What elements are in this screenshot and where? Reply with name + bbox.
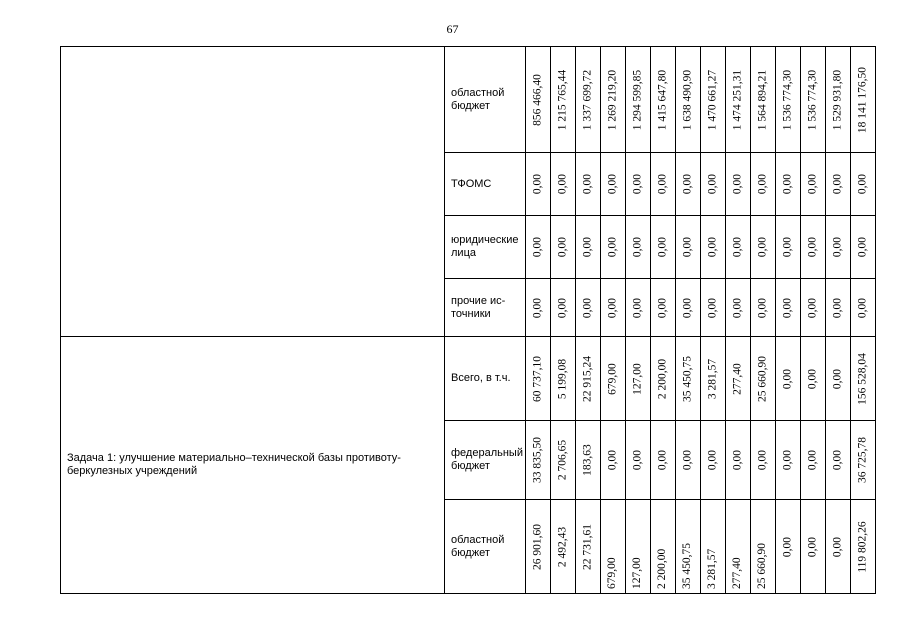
value-cell bbox=[576, 216, 601, 279]
value-cell bbox=[551, 47, 576, 153]
value-text: 0,00 bbox=[781, 368, 794, 389]
value-text: 1 337 699,72 bbox=[581, 69, 594, 130]
value-text: 0,00 bbox=[831, 449, 844, 471]
value-text: 1 529 931,80 bbox=[831, 69, 844, 130]
value-text: 0,00 bbox=[631, 173, 644, 195]
value-text: 0,00 bbox=[806, 297, 819, 318]
value-text: 25 660,90 bbox=[756, 355, 769, 402]
value-cell bbox=[851, 337, 876, 421]
value-text: 1 536 774,30 bbox=[781, 69, 794, 130]
value-text: 5 199,08 bbox=[556, 358, 569, 399]
value-text: 1 470 661,27 bbox=[706, 69, 719, 130]
value-cell bbox=[651, 337, 676, 421]
value-text: 0,00 bbox=[756, 236, 769, 258]
value-cell bbox=[551, 279, 576, 337]
value-cell bbox=[851, 216, 876, 279]
value-text: 0,00 bbox=[631, 449, 644, 471]
value-text: 0,00 bbox=[556, 297, 569, 318]
value-text: 0,00 bbox=[681, 297, 694, 318]
value-cell bbox=[776, 337, 801, 421]
value-cell bbox=[826, 47, 851, 153]
value-text: 2 200,00 bbox=[656, 358, 669, 399]
funding-source: прочие ис-точники bbox=[445, 279, 526, 337]
value-cell bbox=[626, 47, 651, 153]
value-text: 0,00 bbox=[581, 236, 594, 258]
value-text: 277,40 bbox=[731, 362, 744, 395]
value-cell bbox=[776, 47, 801, 153]
value-text: 0,00 bbox=[806, 236, 819, 258]
value-text: 1 638 490,90 bbox=[681, 69, 694, 130]
value-text: 26 901,60 bbox=[531, 523, 544, 570]
value-cell bbox=[776, 153, 801, 216]
task-description: Задача 1: улучшение материально–технической базы противоту-беркулезных учреждений bbox=[61, 337, 445, 594]
value-text: 0,00 bbox=[631, 236, 644, 258]
value-text: 0,00 bbox=[856, 173, 869, 195]
value-cell bbox=[701, 47, 726, 153]
value-cell bbox=[601, 421, 626, 500]
value-cell bbox=[826, 500, 851, 594]
value-cell bbox=[826, 216, 851, 279]
value-text: 856 466,40 bbox=[531, 73, 544, 126]
value-text: 1 215 765,44 bbox=[556, 69, 569, 130]
value-text: 0,00 bbox=[856, 236, 869, 258]
value-cell bbox=[576, 153, 601, 216]
value-cell bbox=[526, 153, 551, 216]
value-text: 156 528,04 bbox=[856, 352, 869, 405]
value-cell bbox=[776, 279, 801, 337]
value-text: 35 450,75 bbox=[681, 543, 693, 589]
value-text: 119 802,26 bbox=[856, 520, 869, 573]
value-text: 679,00 bbox=[606, 362, 619, 395]
value-text: 0,00 bbox=[731, 236, 744, 258]
value-text: 0,00 bbox=[606, 236, 619, 258]
value-text: 127,00 bbox=[631, 557, 643, 589]
value-cell bbox=[676, 421, 701, 500]
value-text: 0,00 bbox=[806, 449, 819, 471]
value-cell bbox=[676, 500, 701, 594]
value-text: 0,00 bbox=[781, 173, 794, 195]
value-cell bbox=[801, 47, 826, 153]
value-cell bbox=[826, 279, 851, 337]
value-text: 0,00 bbox=[781, 297, 794, 318]
value-cell bbox=[751, 421, 776, 500]
value-text: 0,00 bbox=[831, 297, 844, 318]
value-cell bbox=[701, 279, 726, 337]
value-text: 0,00 bbox=[531, 297, 544, 318]
value-cell bbox=[676, 47, 701, 153]
value-cell bbox=[551, 216, 576, 279]
value-cell bbox=[801, 279, 826, 337]
value-cell bbox=[726, 337, 751, 421]
value-cell bbox=[676, 216, 701, 279]
value-cell bbox=[826, 337, 851, 421]
value-text: 0,00 bbox=[831, 536, 844, 557]
value-text: 0,00 bbox=[681, 236, 694, 258]
value-text: 0,00 bbox=[656, 236, 669, 258]
value-cell bbox=[751, 279, 776, 337]
value-cell bbox=[626, 216, 651, 279]
value-cell bbox=[551, 153, 576, 216]
value-text: 0,00 bbox=[731, 173, 744, 195]
value-cell bbox=[726, 279, 751, 337]
value-cell bbox=[801, 153, 826, 216]
value-cell bbox=[601, 216, 626, 279]
value-text: 0,00 bbox=[756, 449, 769, 471]
value-cell bbox=[801, 337, 826, 421]
value-cell bbox=[601, 279, 626, 337]
task-description bbox=[61, 47, 445, 337]
value-text: 0,00 bbox=[831, 173, 844, 195]
value-cell bbox=[701, 216, 726, 279]
value-cell bbox=[526, 47, 551, 153]
value-cell bbox=[601, 337, 626, 421]
value-cell bbox=[801, 500, 826, 594]
value-text: 679,00 bbox=[606, 557, 618, 589]
funding-source: областной бюджет bbox=[445, 47, 526, 153]
funding-source: Всего, в т.ч. bbox=[445, 337, 526, 421]
value-text: 3 281,57 bbox=[706, 548, 718, 589]
value-text: 0,00 bbox=[656, 173, 669, 195]
value-text: 0,00 bbox=[856, 297, 869, 318]
value-text: 0,00 bbox=[806, 368, 819, 389]
value-cell bbox=[576, 500, 601, 594]
value-text: 0,00 bbox=[756, 173, 769, 195]
value-text: 0,00 bbox=[581, 297, 594, 318]
value-cell bbox=[651, 421, 676, 500]
funding-source: ТФОМС bbox=[445, 153, 526, 216]
value-cell bbox=[626, 500, 651, 594]
value-text: 2 200,00 bbox=[656, 548, 668, 589]
value-cell bbox=[651, 216, 676, 279]
value-cell bbox=[701, 153, 726, 216]
value-text: 2 706,65 bbox=[556, 439, 569, 481]
value-cell bbox=[701, 421, 726, 500]
value-text: 0,00 bbox=[606, 173, 619, 195]
value-cell bbox=[726, 421, 751, 500]
value-text: 0,00 bbox=[606, 297, 619, 318]
value-cell bbox=[651, 153, 676, 216]
value-cell bbox=[776, 421, 801, 500]
value-cell bbox=[526, 337, 551, 421]
value-cell bbox=[701, 500, 726, 594]
funding-source: областной бюджет bbox=[445, 500, 526, 594]
value-cell bbox=[576, 47, 601, 153]
value-text: 25 660,90 bbox=[756, 543, 768, 589]
value-cell bbox=[526, 279, 551, 337]
value-cell bbox=[826, 153, 851, 216]
value-text: 1 536 774,30 bbox=[806, 69, 819, 130]
value-text: 0,00 bbox=[831, 236, 844, 258]
funding-source: юридические лица bbox=[445, 216, 526, 279]
value-text: 0,00 bbox=[831, 368, 844, 389]
value-text: 0,00 bbox=[731, 449, 744, 471]
value-cell bbox=[801, 216, 826, 279]
value-cell bbox=[551, 337, 576, 421]
value-text: 0,00 bbox=[781, 536, 794, 557]
value-text: 0,00 bbox=[756, 297, 769, 318]
value-cell bbox=[551, 500, 576, 594]
value-text: 0,00 bbox=[706, 297, 719, 318]
value-text: 0,00 bbox=[656, 297, 669, 318]
value-text: 3 281,57 bbox=[706, 358, 719, 399]
value-text: 1 415 647,80 bbox=[656, 69, 669, 130]
value-cell bbox=[851, 279, 876, 337]
value-text: 0,00 bbox=[531, 236, 544, 258]
value-cell bbox=[676, 153, 701, 216]
value-text: 18 141 176,50 bbox=[856, 66, 869, 133]
value-text: 0,00 bbox=[781, 236, 794, 258]
value-text: 0,00 bbox=[581, 173, 594, 195]
value-text: 35 450,75 bbox=[681, 355, 694, 402]
value-cell bbox=[626, 421, 651, 500]
value-cell bbox=[801, 421, 826, 500]
value-text: 22 915,24 bbox=[581, 355, 594, 402]
value-text: 1 474 251,31 bbox=[731, 69, 744, 130]
value-text: 0,00 bbox=[681, 449, 694, 471]
value-text: 0,00 bbox=[656, 449, 669, 471]
funding-source: федеральный бюджет bbox=[445, 421, 526, 500]
value-cell bbox=[601, 500, 626, 594]
budget-table bbox=[60, 46, 876, 594]
value-text: 0,00 bbox=[706, 449, 719, 471]
value-cell bbox=[651, 47, 676, 153]
value-cell bbox=[526, 216, 551, 279]
value-cell bbox=[651, 500, 676, 594]
value-cell bbox=[826, 421, 851, 500]
value-cell bbox=[551, 421, 576, 500]
value-text: 0,00 bbox=[731, 297, 744, 318]
value-text: 0,00 bbox=[631, 297, 644, 318]
value-text: 183,63 bbox=[581, 444, 594, 476]
value-cell bbox=[701, 337, 726, 421]
value-text: 0,00 bbox=[706, 173, 719, 195]
value-cell bbox=[726, 500, 751, 594]
value-text: 1 294 599,85 bbox=[631, 69, 644, 130]
page-number: 67 bbox=[446, 22, 459, 36]
value-text: 1 269 219,20 bbox=[606, 69, 619, 130]
value-text: 0,00 bbox=[556, 173, 569, 195]
value-text: 127,00 bbox=[631, 362, 644, 395]
value-text: 0,00 bbox=[606, 449, 619, 471]
value-text: 0,00 bbox=[781, 449, 794, 471]
value-text: 0,00 bbox=[806, 536, 819, 557]
value-cell bbox=[576, 421, 601, 500]
value-cell bbox=[726, 153, 751, 216]
value-text: 277,40 bbox=[731, 557, 743, 589]
value-text: 33 835,50 bbox=[531, 437, 544, 483]
value-cell bbox=[576, 279, 601, 337]
value-cell bbox=[851, 47, 876, 153]
value-cell bbox=[526, 500, 551, 594]
value-cell bbox=[576, 337, 601, 421]
value-cell bbox=[526, 421, 551, 500]
value-cell bbox=[851, 500, 876, 594]
value-text: 2 492,43 bbox=[556, 526, 569, 567]
value-cell bbox=[601, 47, 626, 153]
value-text: 0,00 bbox=[806, 173, 819, 195]
value-cell bbox=[851, 421, 876, 500]
value-text: 60 737,10 bbox=[531, 355, 544, 402]
value-text: 0,00 bbox=[556, 236, 569, 258]
value-cell bbox=[626, 279, 651, 337]
table-row bbox=[61, 337, 876, 421]
value-cell bbox=[676, 337, 701, 421]
value-text: 0,00 bbox=[531, 173, 544, 195]
value-text: 0,00 bbox=[706, 236, 719, 258]
value-cell bbox=[776, 500, 801, 594]
value-cell bbox=[626, 337, 651, 421]
value-text: 36 725,78 bbox=[856, 437, 869, 483]
value-text: 0,00 bbox=[681, 173, 694, 195]
value-cell bbox=[751, 153, 776, 216]
value-cell bbox=[851, 153, 876, 216]
value-text: 22 731,61 bbox=[581, 523, 594, 570]
value-cell bbox=[751, 500, 776, 594]
value-cell bbox=[726, 47, 751, 153]
value-text: 1 564 894,21 bbox=[756, 69, 769, 130]
value-cell bbox=[601, 153, 626, 216]
value-cell bbox=[776, 216, 801, 279]
value-cell bbox=[751, 216, 776, 279]
value-cell bbox=[751, 337, 776, 421]
value-cell bbox=[676, 279, 701, 337]
value-cell bbox=[651, 279, 676, 337]
value-cell bbox=[726, 216, 751, 279]
value-cell bbox=[626, 153, 651, 216]
value-cell bbox=[751, 47, 776, 153]
table-row bbox=[61, 47, 876, 153]
